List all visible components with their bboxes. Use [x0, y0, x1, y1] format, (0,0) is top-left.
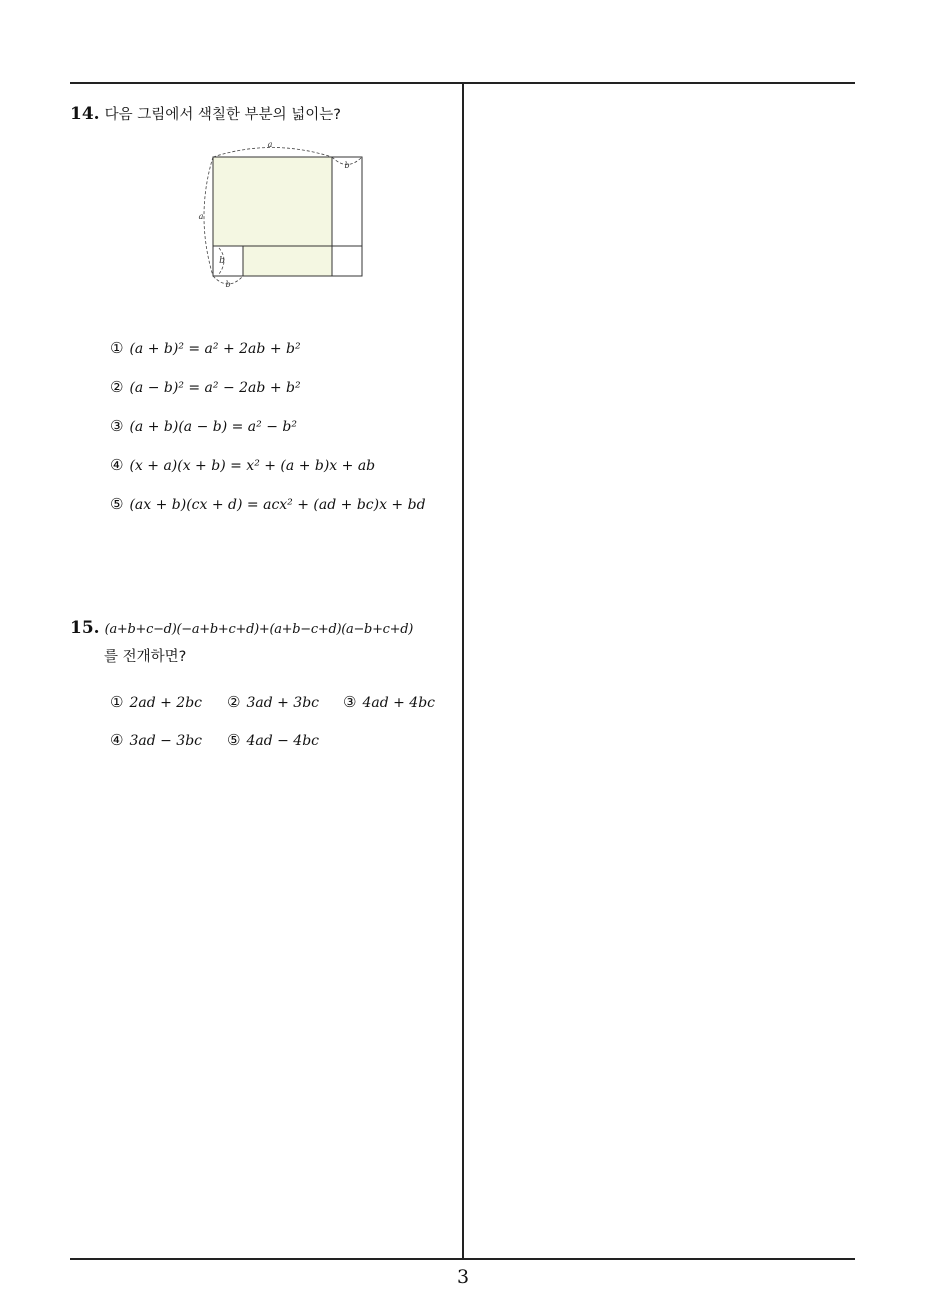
label-top-right-b: b — [344, 161, 350, 170]
label-top-a: a — [267, 140, 273, 149]
choice-marker: ④ — [110, 731, 124, 749]
choice-marker: ⑤ — [110, 495, 124, 513]
choice-expression: 4ad − 4bc — [246, 733, 320, 749]
choice-marker: ② — [227, 693, 241, 711]
choice-marker: ① — [110, 339, 124, 357]
shaded-square — [213, 157, 332, 246]
choice-marker: ① — [110, 693, 124, 711]
choice-2[interactable] — [227, 693, 319, 711]
choice-1[interactable] — [110, 693, 202, 711]
choice-marker: ② — [110, 378, 124, 396]
choice-5[interactable] — [227, 731, 319, 749]
question-text: 다음 그림에서 색칠한 부분의 넓이는? — [104, 107, 341, 123]
choice-4[interactable] — [110, 731, 202, 749]
choice-3[interactable] — [110, 417, 297, 435]
question-number: 15. — [70, 618, 100, 638]
label-inner-b: b — [219, 256, 225, 266]
choice-expression: (x + a)(x + b) = x² + (a + b)x + ab — [129, 458, 376, 474]
question-text: 를 전개하면? — [104, 649, 187, 665]
area-diagram — [195, 138, 375, 298]
shaded-strip — [243, 246, 332, 276]
top-a-arc — [213, 148, 332, 158]
question-number: 14. — [70, 104, 100, 124]
choice-1[interactable] — [110, 339, 301, 357]
page-number: 3 — [456, 1266, 470, 1288]
label-bottom-b: b — [225, 280, 231, 289]
bottom-rule — [70, 1258, 855, 1260]
column-divider — [462, 82, 464, 1259]
choice-expression: 3ad − 3bc — [129, 733, 203, 749]
question-14-header — [70, 103, 341, 124]
choice-expression: (ax + b)(cx + d) = acx² + (ad + bc)x + bd — [129, 497, 426, 513]
choice-2[interactable] — [110, 378, 301, 396]
question-15-header — [70, 618, 413, 638]
choice-expression: (a + b)² = a² + 2ab + b² — [129, 341, 301, 357]
choice-expression: 3ad + 3bc — [246, 695, 320, 711]
choice-3[interactable] — [343, 693, 435, 711]
question-expression: (a+b+c−d)(−a+b+c+d)+(a+b−c+d)(a−b+c+d) — [104, 622, 414, 637]
choice-expression: (a + b)(a − b) = a² − b² — [129, 419, 297, 435]
label-left-a: a — [198, 212, 204, 221]
choice-marker: ③ — [110, 417, 124, 435]
choice-marker: ⑤ — [227, 731, 241, 749]
choice-4[interactable] — [110, 456, 375, 474]
left-a-arc — [204, 157, 213, 276]
choice-marker: ③ — [343, 693, 357, 711]
choice-expression: (a − b)² = a² − 2ab + b² — [129, 380, 301, 396]
choice-5[interactable] — [110, 495, 426, 513]
choice-expression: 4ad + 4bc — [362, 695, 436, 711]
choice-expression: 2ad + 2bc — [129, 695, 203, 711]
choice-marker: ④ — [110, 456, 124, 474]
question-15-tail — [104, 645, 186, 666]
